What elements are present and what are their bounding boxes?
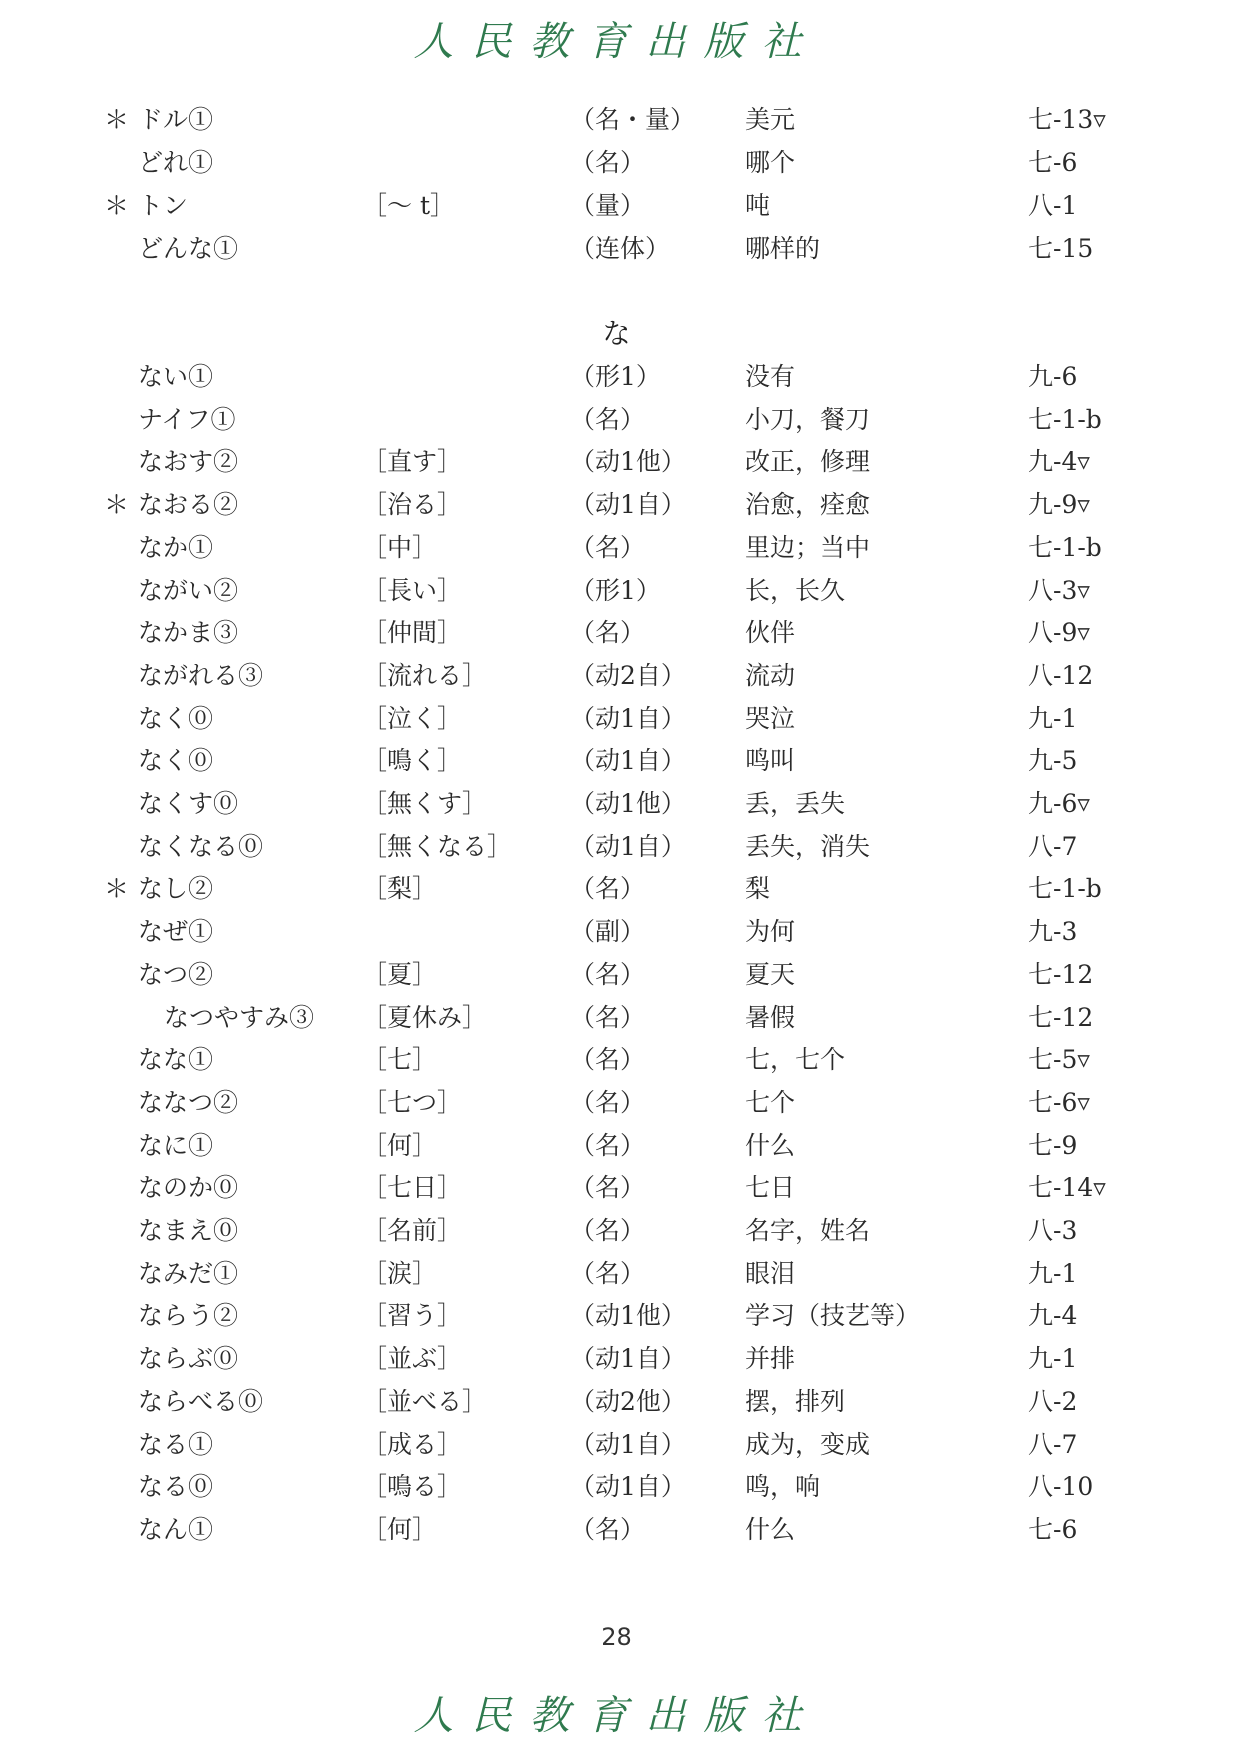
entry-kanji: ［直す］ [362,447,463,477]
entry-kanji: ［中］ [362,532,438,562]
entry-word: なな① [138,1045,214,1075]
entry-part-of-speech: （动1自） [570,1472,686,1502]
entry-kanji: ［涙］ [362,1258,438,1288]
entry-row [0,954,1233,996]
entry-kanji: ［流れる］ [362,660,488,690]
entry-word: どれ① [138,148,214,177]
entry-word: なく⓪ [138,746,214,776]
entry-row [0,99,1233,141]
entry-meaning: 什么 [745,1514,796,1544]
entry-meaning: 哪样的 [745,234,821,263]
entry-row [0,698,1233,740]
entry-row [0,868,1233,910]
entry-word: なる⓪ [138,1472,214,1502]
entry-row [0,997,1233,1039]
entry-row [0,228,1233,270]
entry-lesson-ref: 八-3▿ [1028,575,1090,605]
entry-lesson-ref: 九-6 [1028,362,1078,391]
entry-part-of-speech: （动1自） [570,490,686,520]
entry-meaning: 哪个 [745,148,796,177]
entry-part-of-speech: （动1自） [570,703,686,733]
entry-meaning: 并排 [745,1344,796,1374]
entry-kanji: ［泣く］ [362,703,463,733]
entry-word: なに① [138,1130,214,1160]
entry-row [0,655,1233,697]
entry-meaning: 夏天 [745,959,796,989]
entry-meaning: 名字，姓名 [745,1216,871,1245]
entry-part-of-speech: （动2自） [570,660,686,690]
entry-word: なみだ① [138,1258,239,1288]
entry-kanji: ［並ぶ］ [362,1344,463,1374]
entry-lesson-ref: 九-4 [1028,1301,1078,1331]
entry-meaning: 哭泣 [745,703,796,733]
entry-part-of-speech: （动1他） [570,447,686,477]
entry-row [0,441,1233,483]
entry-meaning: 小刀，餐刀 [745,404,871,434]
entry-kanji: ［七つ］ [362,1087,463,1117]
entry-lesson-ref: 九-3 [1028,917,1078,947]
entry-lesson-ref: 九-9▿ [1028,490,1090,520]
entry-lesson-ref: 七-15 [1028,234,1094,263]
entry-word: ななつ② [138,1087,239,1117]
entry-part-of-speech: （动1自） [570,746,686,776]
entry-part-of-speech: （名） [570,1045,646,1075]
entry-row [0,527,1233,569]
entry-part-of-speech: （名） [570,1514,646,1544]
entry-row [0,612,1233,654]
entry-row [0,484,1233,526]
entry-lesson-ref: 八-1 [1028,191,1078,220]
entry-star-mark: ＊ [104,874,130,904]
entry-part-of-speech: （名） [570,148,646,177]
entry-row [0,826,1233,868]
publisher-logo-bottom: 人民教育出版社 [413,1693,820,1739]
entry-word: なつ② [138,959,214,989]
entry-row [0,570,1233,612]
entry-lesson-ref: 八-9▿ [1028,618,1090,648]
entry-part-of-speech: （形1） [570,575,661,605]
entry-word: なくす⓪ [138,789,239,818]
entry-part-of-speech: （量） [570,191,646,220]
entry-meaning: 治愈，痊愈 [745,490,871,520]
entry-meaning: 摆，排列 [745,1386,846,1416]
entry-meaning: 里边；当中 [745,532,871,562]
entry-part-of-speech: （名） [570,1087,646,1117]
entry-kanji: ［鳴く］ [362,746,463,776]
entry-meaning: 伙伴 [745,618,796,648]
entry-row [0,1424,1233,1466]
entry-meaning: 流动 [745,660,796,690]
entry-row [0,185,1233,227]
entry-star-mark: ＊ [104,191,130,220]
entry-meaning: 美元 [745,105,796,134]
entry-row [0,142,1233,184]
entry-kanji: ［何］ [362,1514,438,1544]
entry-kanji: ［並べる］ [362,1386,488,1416]
entry-meaning: 七，七个 [745,1045,846,1075]
entry-meaning: 眼泪 [745,1258,796,1288]
entry-word: なまえ⓪ [138,1216,239,1245]
entry-word: なか① [138,532,214,562]
entry-word: どんな① [138,234,239,263]
entry-lesson-ref: 九-5 [1028,746,1078,776]
entry-part-of-speech: （名・量） [570,105,696,134]
entry-row [0,1338,1233,1380]
entry-part-of-speech: （名） [570,404,646,434]
entry-row [0,1125,1233,1167]
entry-kanji: ［長い］ [362,575,463,605]
entry-row [0,1466,1233,1508]
entry-part-of-speech: （动1自） [570,1344,686,1374]
entry-word: ドル① [138,105,214,134]
entry-word: なおす② [138,447,239,477]
entry-lesson-ref: 七-6 [1028,1514,1078,1544]
entry-lesson-ref: 七-1-b [1028,404,1102,434]
entry-row [0,1082,1233,1124]
entry-kanji: ［七日］ [362,1173,463,1203]
entry-part-of-speech: （副） [570,917,646,947]
entry-part-of-speech: （名） [570,1173,646,1203]
entry-row [0,1295,1233,1337]
entry-lesson-ref: 七-12 [1028,1002,1094,1032]
entry-meaning: 七个 [745,1087,796,1117]
entry-star-mark: ＊ [104,490,130,520]
entry-part-of-speech: （连体） [570,234,671,263]
entry-lesson-ref: 八-3 [1028,1216,1078,1245]
entry-part-of-speech: （动2他） [570,1386,686,1416]
entry-lesson-ref: 八-2 [1028,1386,1078,1416]
entry-lesson-ref: 七-5▿ [1028,1045,1090,1075]
entry-word: なのか⓪ [138,1173,239,1203]
entry-kanji: ［無くす］ [362,789,488,818]
entry-part-of-speech: （名） [570,1258,646,1288]
entry-row [0,1253,1233,1295]
entry-lesson-ref: 八-12 [1028,660,1094,690]
entry-word: ならべる⓪ [138,1386,264,1416]
entry-word: なく⓪ [138,703,214,733]
entry-lesson-ref: 八-7 [1028,1429,1078,1459]
publisher-logo-top: 人民教育出版社 [413,19,820,65]
entry-part-of-speech: （名） [570,1130,646,1160]
entry-meaning: 鸣，响 [745,1472,821,1502]
entry-meaning: 改正，修理 [745,447,871,477]
entry-part-of-speech: （名） [570,1216,646,1245]
entry-part-of-speech: （名） [570,618,646,648]
entry-part-of-speech: （名） [570,874,646,904]
entry-row [0,783,1233,825]
entry-part-of-speech: （动1自） [570,831,686,861]
entry-word: なつやすみ③ [164,1002,315,1032]
entry-word: ナイフ① [138,404,236,434]
entry-word: ならう② [138,1301,239,1331]
entry-meaning: 丢失，消失 [745,831,871,861]
entry-meaning: 梨 [745,874,771,904]
entry-word: なぜ① [138,917,214,947]
entry-meaning: 成为，变成 [745,1429,871,1459]
entry-word: ながれる③ [138,660,264,690]
entry-meaning: 七日 [745,1173,796,1203]
entry-word: ながい② [138,575,239,605]
entry-lesson-ref: 七-12 [1028,959,1094,989]
page-number: 28 [601,1623,632,1651]
entry-meaning: 为何 [745,917,796,947]
entry-star-mark: ＊ [104,105,130,134]
entry-meaning: 丢，丢失 [745,789,846,818]
entry-row [0,1039,1233,1081]
entry-kanji: ［夏休み］ [362,1002,488,1032]
entry-kanji: ［無くなる］ [362,831,513,861]
entry-lesson-ref: 八-10 [1028,1472,1094,1502]
entry-part-of-speech: （名） [570,1002,646,1032]
entry-meaning: 长，长久 [745,575,846,605]
entry-lesson-ref: 九-6▿ [1028,789,1090,818]
entry-meaning: 没有 [745,362,796,391]
entry-kanji: ［成る］ [362,1429,463,1459]
entry-lesson-ref: 九-1 [1028,1258,1078,1288]
entry-word: トン [138,191,189,220]
entry-part-of-speech: （动1他） [570,789,686,818]
entry-kanji: ［仲間］ [362,618,463,648]
entry-kanji: ［名前］ [362,1216,463,1245]
entry-meaning: 暑假 [745,1002,796,1032]
entry-meaning: 吨 [745,191,771,220]
entry-kanji: ［七］ [362,1045,438,1075]
entry-kanji: ［治る］ [362,490,463,520]
entry-lesson-ref: 七-13▿ [1028,105,1106,134]
entry-row [0,399,1233,441]
entry-kanji: ［～ t］ [362,191,455,220]
entry-row [0,911,1233,953]
entry-word: なおる② [138,490,239,520]
entry-part-of-speech: （名） [570,532,646,562]
entry-row [0,356,1233,398]
entry-kanji: ［夏］ [362,959,438,989]
entry-lesson-ref: 七-6 [1028,148,1078,177]
entry-meaning: 什么 [745,1130,796,1160]
entry-lesson-ref: 七-9 [1028,1130,1078,1160]
entry-part-of-speech: （形1） [570,362,661,391]
entry-meaning: 学习（技艺等） [745,1301,921,1331]
entry-row [0,1381,1233,1423]
entry-part-of-speech: （名） [570,959,646,989]
entry-lesson-ref: 九-1 [1028,703,1078,733]
entry-lesson-ref: 七-1-b [1028,532,1102,562]
entry-lesson-ref: 七-1-b [1028,874,1102,904]
entry-row [0,1509,1233,1551]
entry-word: ない① [138,362,214,391]
entry-row [0,1167,1233,1209]
entry-lesson-ref: 七-6▿ [1028,1087,1090,1117]
entry-meaning: 鸣叫 [745,746,796,776]
section-heading: な [602,317,631,350]
entry-word: なん① [138,1514,214,1544]
entry-lesson-ref: 九-4▿ [1028,447,1090,477]
entry-word: なる① [138,1429,214,1459]
entry-kanji: ［何］ [362,1130,438,1160]
entry-word: なし② [138,874,214,904]
entry-word: ならぶ⓪ [138,1344,239,1374]
entry-row [0,740,1233,782]
entry-word: なくなる⓪ [138,831,264,861]
entry-lesson-ref: 八-7 [1028,831,1078,861]
entry-part-of-speech: （动1他） [570,1301,686,1331]
entry-kanji: ［習う］ [362,1301,463,1331]
entry-row [0,1210,1233,1252]
entry-part-of-speech: （动1自） [570,1429,686,1459]
entry-lesson-ref: 九-1 [1028,1344,1078,1374]
entry-lesson-ref: 七-14▿ [1028,1173,1106,1203]
entry-kanji: ［鳴る］ [362,1472,463,1502]
entry-kanji: ［梨］ [362,874,438,904]
entry-word: なかま③ [138,618,239,648]
